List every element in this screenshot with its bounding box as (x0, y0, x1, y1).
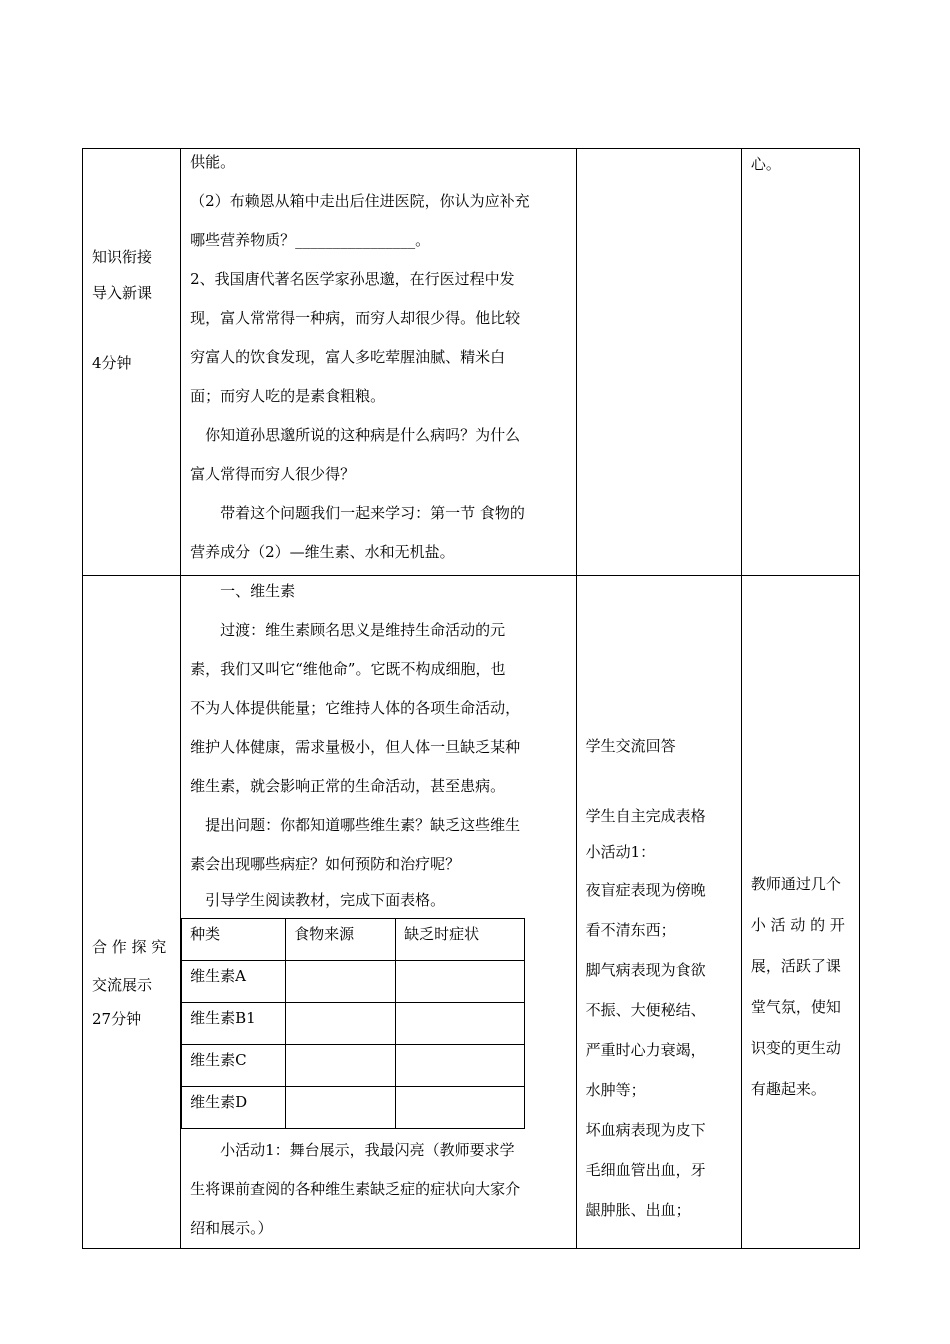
student-text: 不振、大便秘结、 (585, 1001, 706, 1019)
lesson-plan-table (82, 148, 860, 1249)
student-activity-cell (576, 149, 741, 576)
text-line: 过渡：维生素顾名思义是维持生命活动的元 (220, 621, 506, 639)
header-cell: 食物来源 (286, 919, 396, 961)
text-line: 维护人体健康，需求量极小，但人体一旦缺乏某种 (190, 738, 521, 756)
design-intent-text: 识变的更生动 (750, 1039, 841, 1057)
text-line: 你知道孙思邈所说的这种病是什么病吗？为什么 (205, 426, 521, 444)
student-text: 小活动1： (585, 843, 656, 861)
row-cooperative-explore (83, 576, 860, 1249)
student-text: 坏血病表现为皮下 (585, 1121, 706, 1139)
design-intent-text: 小 活 动 的 开 (750, 916, 845, 934)
vitamin-name: 维生素C (182, 1045, 286, 1087)
stage-time: 4分钟 (92, 354, 132, 372)
student-text: 学生自主完成表格 (585, 807, 706, 825)
student-text (577, 149, 741, 151)
stage-label-line: 合 作 探 究 (92, 938, 167, 956)
teacher-activity-cell (181, 149, 577, 576)
text-line: 维生素，就会影响正常的生命活动，甚至患病。 (190, 777, 506, 795)
design-intent-cell (741, 149, 859, 576)
design-intent-cell (741, 576, 859, 1249)
text-line: 哪些营养物质？________________。 (190, 231, 431, 249)
text-line: 带着这个问题我们一起来学习：第一节 食物的 (220, 504, 525, 522)
header-cell: 缺乏时症状 (396, 919, 525, 961)
row-knowledge-intro (83, 149, 860, 576)
student-activity-cell (576, 576, 741, 1249)
student-text: 夜盲症表现为傍晚 (585, 881, 706, 899)
vitamin-name: 维生素A (182, 961, 286, 1003)
student-text: 严重时心力衰竭， (585, 1041, 706, 1059)
text-line: 素，我们又叫它“维他命”。它既不构成细胞，也 (190, 660, 506, 678)
food-source-cell (286, 961, 396, 1003)
stage-label-cell (83, 576, 181, 1249)
vitamin-table (181, 918, 525, 1129)
design-intent-text: 教师通过几个 (750, 875, 841, 893)
student-text: 看不清东西； (585, 921, 676, 939)
text-line: 穷富人的饮食发现，富人多吃荤腥油腻、精米白 (190, 348, 506, 366)
teacher-activity-cell (181, 576, 577, 1249)
vitamin-table-header (182, 919, 525, 961)
text-line: 一、维生素 (220, 582, 296, 600)
student-text: 水肿等； (585, 1081, 646, 1099)
text-line: 面；而穷人吃的是素食粗粮。 (190, 387, 386, 405)
deficiency-cell (396, 1045, 525, 1087)
food-source-cell (286, 1045, 396, 1087)
deficiency-cell (396, 1087, 525, 1129)
text-line: （2）布赖恩从箱中走出后住进医院，你认为应补充 (190, 192, 530, 210)
deficiency-cell (396, 961, 525, 1003)
food-source-cell (286, 1087, 396, 1129)
text-line: 现，富人常常得一种病，而穷人却很少得。他比较 (190, 309, 521, 327)
table-row (182, 1087, 525, 1129)
text-line: 素会出现哪些病症？如何预防和治疗呢？ (190, 855, 461, 873)
deficiency-cell (396, 1003, 525, 1045)
vitamin-name: 维生素B1 (182, 1003, 286, 1045)
student-text: 学生交流回答 (585, 737, 676, 755)
design-intent-text: 堂气氛，使知 (750, 998, 841, 1016)
table-row (182, 1003, 525, 1045)
header-cell: 种类 (182, 919, 286, 961)
food-source-cell (286, 1003, 396, 1045)
student-text: 毛细血管出血，牙 (585, 1161, 706, 1179)
text-line: 引导学生阅读教材，完成下面表格。 (205, 891, 446, 909)
design-intent-text: 有趣起来。 (750, 1080, 826, 1098)
text-line: 供能。 (190, 153, 236, 171)
text-line: 绍和展示。） (190, 1219, 273, 1237)
text-line: 营养成分（2）—维生素、水和无机盐。 (190, 543, 455, 561)
text-line: 提出问题：你都知道哪些维生素？缺乏这些维生 (205, 816, 521, 834)
text-line: 不为人体提供能量；它维持人体的各项生命活动， (190, 699, 521, 717)
design-intent-text: 心。 (750, 155, 781, 173)
text-line: 生将课前查阅的各种维生素缺乏症的症状向大家介 (190, 1180, 521, 1198)
stage-label-line: 导入新课 (92, 284, 153, 302)
vitamin-name: 维生素D (182, 1087, 286, 1129)
text-line: 富人常得而穷人很少得？ (190, 465, 356, 483)
design-intent-text: 展，活跃了课 (750, 957, 841, 975)
table-row (182, 1045, 525, 1087)
stage-time: 27分钟 (92, 1010, 142, 1028)
stage-label-cell (83, 149, 181, 576)
stage-label-line: 交流展示 (92, 976, 153, 994)
stage-label-line: 知识衔接 (92, 248, 153, 266)
table-row (182, 961, 525, 1003)
student-text: 脚气病表现为食欲 (585, 961, 706, 979)
text-line: 2、我国唐代著名医学家孙思邈，在行医过程中发 (190, 270, 515, 288)
student-text: 龈肿胀、出血； (585, 1201, 691, 1219)
text-line: 小活动1：舞台展示，我最闪亮（教师要求学 (220, 1141, 515, 1159)
